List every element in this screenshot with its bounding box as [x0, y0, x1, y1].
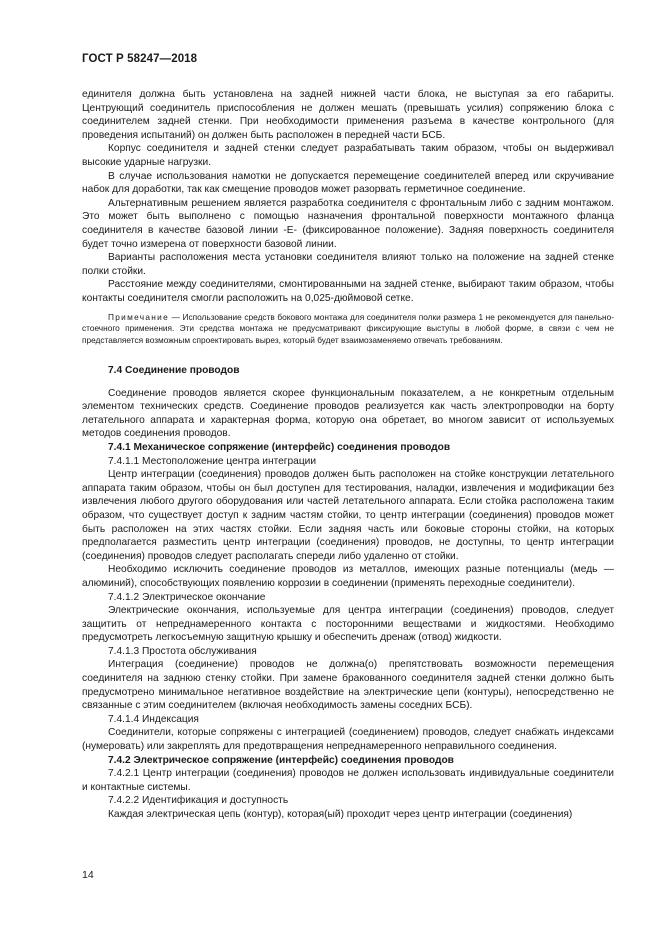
paragraph: Расстояние между соединителями, смонтированными на задней стенке, выбирают таким образом, чтобы контакты соединителя смогли расположить на 0,025-дюймовой сетке.	[82, 279, 614, 304]
clause-heading: 7.4.1.2 Электрическое окончание	[108, 591, 266, 603]
note	[82, 312, 614, 347]
paragraph: Альтернативным решением является разработка соединителя с фронтальным либо с задним монтажом. Это может быть выполнено с помощью назначения фронтальной поверхности монтажного фланца соединителя в качестве базовой линии -Е- (фиксированное положение). Задняя поверхность соединителя будет точно измерена от поверхности базовой линии.	[82, 197, 614, 250]
page-number: 14	[82, 869, 94, 881]
paragraph: Соединение проводов является скорее функциональным показателем, а не конкретным отдельным элементом технических средств. Соединение проводов реализуется как часть электропроводки на борту летательного аппарата и характерная форма, которую она обретает, во многом зависит от используемых методов соединения проводов.	[82, 387, 614, 440]
clause-heading: 7.4.1.1 Местоположение центра интеграции	[108, 455, 317, 467]
paragraph: Необходимо исключить соединение проводов из металлов, имеющих разные потенциалы (медь — алюминий), способствующих появлению коррозии в соединении (применять переходные соединители).	[82, 564, 614, 589]
clause-heading: 7.4.2.2 Идентификация и доступность	[108, 795, 289, 807]
note-text: — Использование средств бокового монтажа для соединителя полки размера 1 не рекомендуется для панельно-стоечного применения. Эти средства монтажа не предусматривают фиксирующие выступы в любой форме, в связи с чем не представляется возможным спроектировать вырез, который будет взаимозаменяемо отвечать требованиям.	[82, 311, 614, 345]
paragraph: Корпус соединителя и задней стенки следует разрабатывать таким образом, чтобы он выдерживал высокие ударные нагрузки.	[82, 143, 614, 168]
paragraph: Электрические окончания, используемые для центра интеграции (соединения) проводов, следует защитить от непреднамеренного контакта с посторонними веществами и жидкостями. Необходимо предусмотреть легкосъемную защитную крышку и обеспечить дренаж (отвод) жидкости.	[82, 605, 614, 644]
note-label: Примечание	[108, 311, 170, 322]
clause-heading: 7.4.1.3 Простота обслуживания	[108, 645, 257, 657]
clause-heading: 7.4.1.4 Индексация	[108, 713, 199, 725]
section-heading: 7.4 Соединение проводов	[108, 365, 240, 376]
subsection-heading: 7.4.2 Электрическое сопряжение (интерфейс) соединения проводов	[108, 754, 454, 766]
paragraph: 7.4.2.1 Центр интеграции (соединения) проводов не должен использовать индивидуальные соединители и контактные системы.	[82, 768, 614, 793]
paragraph: Центр интеграции (соединения) проводов должен быть расположен на стойке конструкции летательного аппарата таким образом, чтобы он был доступен для тестирования, наладки, извлечения и модификации без извлечения любого другого оборудования или частей летательного аппарата. Если стойка расположена таким образом, что существует доступ к задним частям стойки, то центр интеграции (соединения) проводов может быть расположен на этих частях стойки. Если задняя часть или боковые стороны стойки, на которых предполагается разместить центр интеграции (соединения) проводов, не доступны, то центр интеграции (соединения) проводов следует располагать спереди либо удаленно от стойки.	[82, 469, 614, 562]
paragraph: Варианты расположения места установки соединителя влияют только на положение на задней стенке полки стойки.	[82, 252, 614, 277]
paragraph: Интеграция (соединение) проводов не должна(о) препятствовать возможности перемещения соединителя на заднюю стенку стойки. При замене бракованного соединителя задней стенки должно быть предусмотрено минимальное негативное воздействие на электрические цепи (контуры), непосредственно не связанные с этим соединителем (включая необходимость замены соседних БСБ).	[82, 659, 614, 712]
paragraph: Каждая электрическая цепь (контур), которая(ый) проходит через центр интеграции (соединения)	[108, 809, 573, 820]
subsection-heading: 7.4.1 Механическое сопряжение (интерфейс) соединения проводов	[108, 441, 451, 453]
paragraph: В случае использования намотки не допускается перемещение соединителей вперед или скручивание набок для доработки, так как смещение проводов может разорвать герметичное соединение.	[82, 170, 614, 196]
paragraph: единителя должна быть установлена на задней нижней части блока, не выступая за его габариты. Центрующий соединитель приспособления не должен мешать (превышать усилия) сопряжению блока с соединителем задней стенки. При необходимости применения разъема в качестве контрольного (для проведения испытаний) он должен быть расположен в передней части БСБ.	[82, 89, 614, 141]
paragraph: Соединители, которые сопряжены с интеграцией (соединением) проводов, следует снабжать индексами (нумеровать) или закреплять для предотвращения непреднамеренного неправильного соединения.	[82, 727, 614, 753]
document-header: ГОСТ Р 58247—2018	[82, 53, 198, 65]
document-body	[82, 88, 614, 822]
